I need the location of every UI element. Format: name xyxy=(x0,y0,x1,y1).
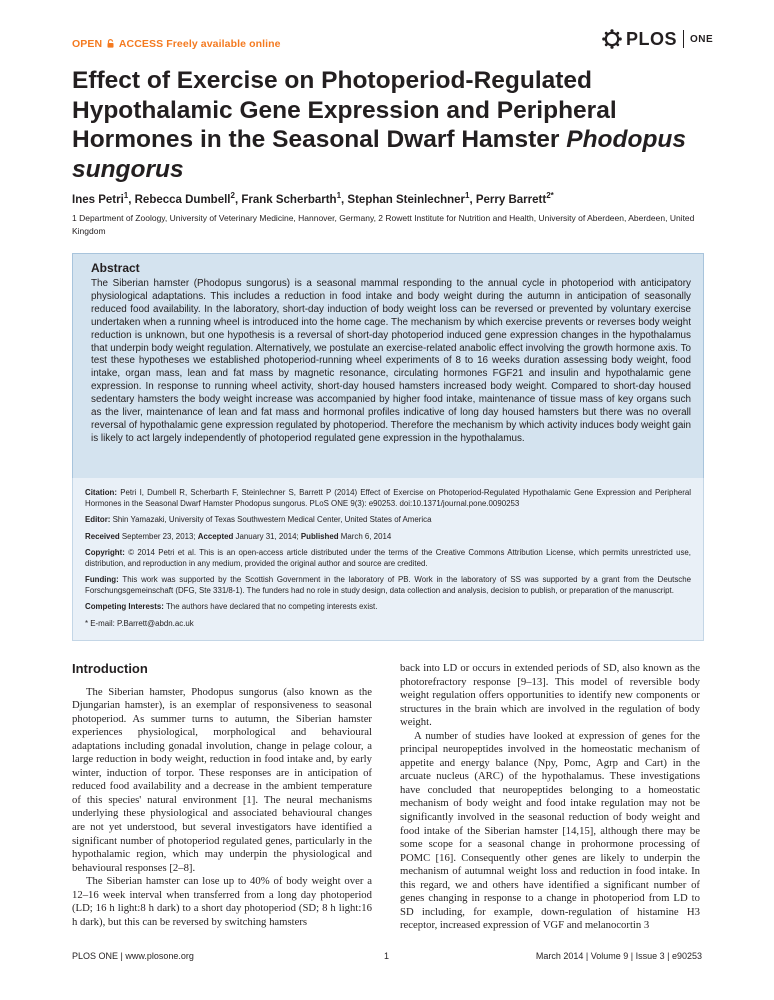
author-name: Rebecca Dumbell xyxy=(134,193,231,206)
editor: Editor: Shin Yamazaki, University of Texas Southwestern Medical Center, United States of America xyxy=(85,515,432,524)
freely-available-label: Freely available online xyxy=(166,38,281,50)
one-wordmark: ONE xyxy=(690,33,714,45)
logo-divider xyxy=(683,30,684,48)
dates: Received September 23, 2013; Accepted January 31, 2014; Published March 6, 2014 xyxy=(85,531,392,541)
abstract-text: The Siberian hamster (Phodopus sungorus) is a seasonal mammal responding to the annual cycle in photoperiod with anticipatory physiological adaptations. This includes a reduction in food intake and body weight during the autumn in anticipation of seasonally reduced food availability. In the laboratory, short-day induction of body weight loss can be reversed or prevented by voluntary exercise undertaken when a running wheel is introduced into the home cage. The mechanism by which exercise prevents or reverses body weight reduction is unknown, but one hypothesis is a reversal of short-day photoperiod induced gene expression changes in the hypothalamus that underpin body weight regulation. Alternatively, we postulate an exercise-related anabolic effect involving the growth hormone axis. To test these hypotheses we established photoperiod-running wheel experiments of 8 to 16 weeks duration assessing body weight, food intake, organ mass, lean and fat mass by magnetic resonance, circulating hormones FGF21 and insulin and hypothalamic gene expression. In response to running wheel activity, short-day housed hamsters increased body weight. Compared to short-day housed sedentary hamsters the body weight increase was accompanied by higher food intake, maintenance of tissue mass of key organs such as the liver, maintenance of lean and fat mass and hormonal profiles indicative of long day housed hamsters but there was no overall reversal of hypothalamic gene expression regulated by photoperiod. Therefore the mechanism by which activity induces body weight gain is likely to act largely independently of photoperiod regulated gene expression in the hypothalamus. xyxy=(91,278,691,444)
article-metadata xyxy=(72,478,704,641)
plos-wordmark: PLOS xyxy=(626,28,678,49)
access-label: ACCESS xyxy=(118,38,164,50)
body-column-right xyxy=(400,662,700,933)
title-species: Phodopus sungorus xyxy=(72,126,686,183)
footer-issue: March 2014 | Volume 9 | Issue 3 | e90253 xyxy=(535,951,702,961)
author-name: Perry Barrett xyxy=(475,193,547,206)
body-paragraph: A number of studies have looked at expression of genes for the principal neuropeptides involved in the homeostatic mechanism of appetite and energy balance (Npy, Pomc, Agrp and Cart) in the arcuate nucleus (ARC) of the hypothalamus. These investigations have concluded that neuropeptides belonging to a homeostatic mechanism of body weight and food intake regulation may not be significantly involved in the seasonal reduction of body weight and food intake of the Siberian hamster [14,15], although there may be some scope for a seasonal change in prohormone processing of POMC [16]. Consequently other genes are likely to underpin the mechanism of autumnal weight loss and reduction in food intake. In this regard, we and others have identified a significant number of genes changing in response to a change in photoperiod from LD to SD including, for example, down-regulation of histamine H3 receptor, increased expression of VGF and melanocortin 3 xyxy=(400,729,700,932)
abstract-box xyxy=(72,253,704,480)
author-name: Frank Scherbarth xyxy=(241,193,337,206)
funding: Funding: This work was supported by the Scottish Government in the laboratory of PB. Work in the laboratory of SS was supported by a grant from the Deutsche Forschungsgemeinschaft (DFG, Ste 331/8-1). The funders had no role in study design, data collection and analysis, decision to publish, or preparation of the manuscript. xyxy=(85,575,691,595)
author-affiliation-marker: 2* xyxy=(546,191,554,200)
body-paragraph: The Siberian hamster can lose up to 40% of body weight over a 12–16 week interval when transferred from a long day photoperiod (LD; 16 h light:8 h dark) to a short day photoperiod (SD; 8 h light:16 h dark), but this can be reversed by switching hamsters xyxy=(72,875,372,928)
open-lock-icon xyxy=(107,39,114,48)
plos-mark-icon xyxy=(602,29,622,49)
citation: Citation: Petri I, Dumbell R, Scherbarth F, Steinlechner S, Barrett P (2014) Effect of Exercise on Photoperiod-Regulated Hypothalamic Gene Expression and Peripheral Hormones in the Seasonal Dwarf Hamster Phodopus sungorus. PLoS ONE 9(3): e90253. doi:10.1371/journal.pone.0090253 xyxy=(85,488,691,508)
article-title xyxy=(72,66,712,184)
page-number: 1 xyxy=(384,951,390,961)
body-paragraph: The Siberian hamster, Phodopus sungorus (also known as the Djungarian hamster), is an exemplar of responsiveness to seasonal photoperiod. As summer turns to autumn, the Siberian hamster experiences physiological, morphological and behavioural adaptations including gonadal involution, change in pelage colour, a large reduction in body weight, reduction in food intake and, by early winter, induction of torpor. These responses are in anticipation of reduced food availability and a decrease in the ambient temperature of this species' natural environment [1]. The neural mechanisms underlying these physiological and associated behavioural changes are not yet understood, but several investigators have identified a significant number of photoperiod regulated genes, particularly in the hypothalamic region, which may underpin the physiological and behavioural responses [2–8]. xyxy=(72,685,372,874)
author-affiliation-marker: 1 xyxy=(465,191,470,200)
author-affiliation-marker: 1 xyxy=(123,191,129,200)
abstract-heading: Abstract xyxy=(91,261,140,275)
plos-one-logo xyxy=(602,28,713,50)
author-name: Stephan Steinlechner xyxy=(347,193,466,206)
footer-journal: PLOS ONE | www.plosone.org xyxy=(72,951,194,961)
author-affiliation-marker: 2 xyxy=(230,191,235,200)
author-list: Ines Petri$^1$, Rebecca Dumbell$^2$, Frank Scherbarth$^1$, Stephan Steinlechner$^1$, Perry Barrett$^{2*}$ xyxy=(72,191,554,206)
open-access-banner xyxy=(72,38,281,50)
body-column-left xyxy=(72,662,372,929)
affiliations: 1 Department of Zoology, University of Veterinary Medicine, Hannover, Germany, 2 Rowett Institute for Nutrition and Health, University of Aberdeen, Aberdeen, United Kingdom xyxy=(72,213,695,236)
open-label: OPEN xyxy=(72,38,103,50)
author-affiliation-marker: 1 xyxy=(336,191,342,200)
introduction-heading: Introduction xyxy=(72,661,148,676)
author-name: Ines Petri xyxy=(72,193,124,206)
title-main: Effect of Exercise on Photoperiod-Regulated Hypothalamic Gene Expression and Peripheral Hormones in the Seasonal Dwarf Hamster xyxy=(72,67,617,153)
body-paragraph: back into LD or occurs in extended periods of SD, also known as the photorefractory response [9–13]. This model of reversible body weight regulation offers opportunities to identify new components or structures in the brain which are involved in the regulation of body weight. xyxy=(400,662,700,729)
email[interactable]: * E-mail: P.Barrett@abdn.ac.uk xyxy=(85,618,194,628)
competing-interests: Competing Interests: The authors have declared that no competing interests exist. xyxy=(85,602,378,611)
copyright: Copyright: © 2014 Petri et al. This is an open-access article distributed under the terms of the Creative Commons Attribution License, which permits unrestricted use, distribution, and reproduction in any medium, provided the original author and source are credited. xyxy=(85,548,691,568)
